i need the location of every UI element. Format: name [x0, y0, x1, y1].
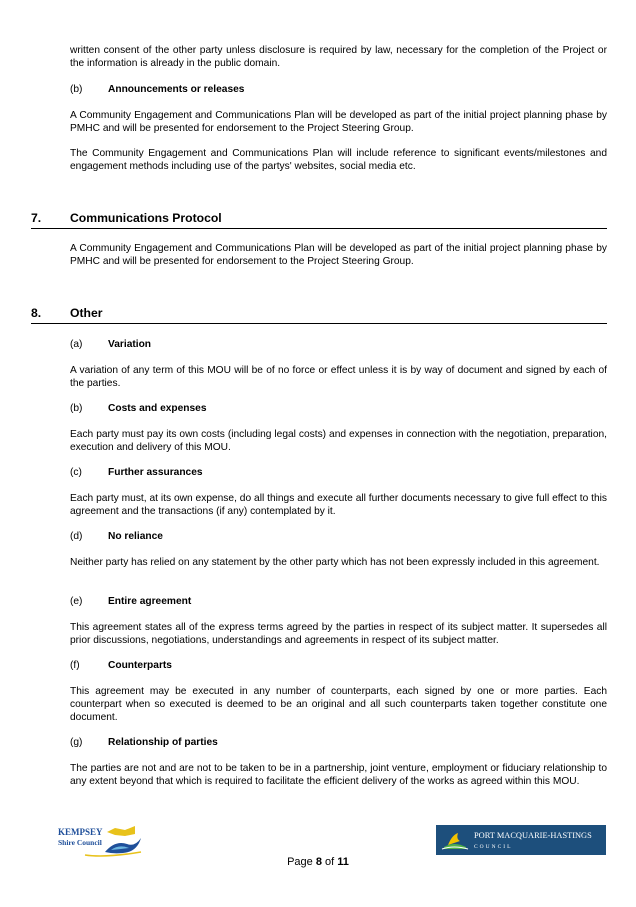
subheading-label: (b) [70, 84, 83, 95]
page-of: of [325, 856, 335, 868]
clause-label: (f) [70, 660, 80, 671]
clause-title: Entire agreement [108, 596, 192, 607]
announcements-paragraph-1: A Community Engagement and Communications Plan will be developed as part of the initial project planning phase by PMHC and will be presented for endorsement to the Project Steering Group. [70, 110, 607, 134]
section-number: 7. [31, 211, 42, 225]
kempsey-logo-sun [107, 826, 135, 836]
clause-title: No reliance [108, 531, 163, 542]
clause-label: (d) [70, 531, 83, 542]
pmhc-logo-line2: COUNCIL [474, 844, 513, 850]
clause-title: Relationship of parties [108, 737, 218, 748]
clause-title: Further assurances [108, 467, 203, 478]
clause-label: (e) [70, 596, 83, 607]
clause-label: (g) [70, 737, 83, 748]
clause-title: Costs and expenses [108, 403, 207, 414]
kempsey-logo-wave [105, 838, 141, 853]
pmhc-logo-graphic [436, 825, 606, 855]
section-8-heading [31, 306, 607, 324]
page-current: 8 [315, 856, 322, 868]
page-number [0, 856, 636, 868]
clause-text: A variation of any term of this MOU will be of no force or effect unless it is by way of document and signed by each of the parties. [70, 365, 607, 389]
clause-title: Counterparts [108, 660, 172, 671]
clause-label: (a) [70, 339, 83, 350]
section-title: Communications Protocol [70, 211, 222, 225]
clause-text: This agreement states all of the express terms agreed by the parties in respect of its subject matter. It supersedes all prior discussions, negotiations, understandings and agreements in respect of its subject matter. [70, 622, 607, 646]
section-title: Other [70, 306, 103, 320]
page-prefix: Page [287, 856, 313, 868]
announcements-paragraph-2: The Community Engagement and Communications Plan will include reference to significant events/milestones and engagement methods including use of the partys' websites, social media etc. [70, 148, 607, 172]
clause-label: (c) [70, 467, 82, 478]
clause-text: Neither party has relied on any statement by the other party which has not been expressly included in this agreement. [70, 557, 600, 568]
section-7-heading [31, 211, 607, 229]
section-number: 8. [31, 306, 42, 320]
section-7-paragraph: A Community Engagement and Communications Plan will be developed as part of the initial project planning phase by PMHC and will be presented for endorsement to the Project Steering Group. [70, 243, 607, 267]
kempsey-logo-line1: KEMPSEY [58, 827, 103, 837]
page-total: 11 [337, 856, 349, 868]
port-macquarie-hastings-logo [436, 825, 606, 855]
clause-text: Each party must pay its own costs (including legal costs) and expenses in connection with the negotiation, preparation, execution and delivery of this MOU. [70, 429, 607, 453]
subheading-title: Announcements or releases [108, 84, 245, 95]
intro-paragraph: written consent of the other party unless disclosure is required by law, necessary for the completion of the Project or the information is already in the public domain. [70, 45, 607, 69]
pmhc-logo-line1: PORT MACQUARIE-HASTINGS [474, 831, 592, 840]
pmhc-logo-background [436, 825, 606, 855]
clause-text: The parties are not and are not to be taken to be in a partnership, joint venture, employment or fiduciary relationship to any extent beyond that which is required to facilitate the efficient delivery of the works as agreed within this MOU. [70, 763, 607, 787]
clause-text: This agreement may be executed in any number of counterparts, each signed by one or more parties. Each counterpart when so executed is deemed to be an original and all such counterparts taken together constitute one document. [70, 686, 607, 723]
clause-label: (b) [70, 403, 83, 414]
clause-title: Variation [108, 339, 152, 350]
clause-text: Each party must, at its own expense, do all things and execute all further documents necessary to give full effect to this agreement and the transactions (if any) contemplated by it. [70, 493, 607, 517]
kempsey-logo-line2: Shire Council [58, 838, 102, 847]
